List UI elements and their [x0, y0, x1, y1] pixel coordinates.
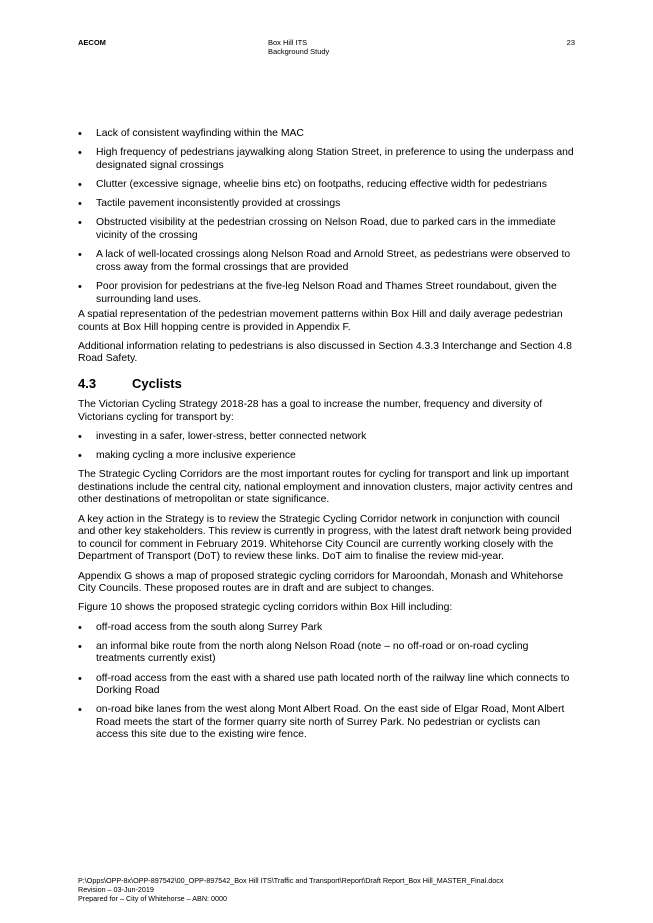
paragraph-appendix-g: Appendix G shows a map of proposed strategic cycling corridors for Maroondah, Monash and Whitehorse City Councils. These proposed routes are in draft and are subject to changes.	[78, 570, 564, 595]
footer-revision: Revision – 03-Jun-2019	[78, 884, 154, 894]
header-project-subtitle: Background Study	[268, 47, 330, 56]
section-number: 4.3	[78, 376, 97, 392]
paragraph-key-action: A key action in the Strategy is to review the Strategic Cycling Corridor network in conjunction with council and other key stakeholders. This review is currently in progress, with the latest draft network being provided to council for comment in February 2019. Whitehorse City Council are currently working closely with the Department of Transport (DoT) to review these links. DoT aim to finalise the review mid-year.	[78, 513, 572, 563]
header-company: AECOM	[78, 38, 106, 47]
footer	[78, 877, 503, 903]
paragraph-corridors: The Strategic Cycling Corridors are the most important routes for cycling for transport and link up important destinations include the central city, national employment and innovation clusters, major activity centres and other destinations of metropolitan or state significance.	[78, 469, 573, 506]
list-item: • off-road access from the east with a shared use path located north of the railway line which connects to Dorking Road	[78, 673, 575, 698]
list-item: • Lack of consistent wayfinding within the MAC	[78, 128, 575, 141]
footer-prepared-for: Prepared for – City of Whitehorse – ABN: 0000	[78, 893, 228, 903]
list-item: • an informal bike route from the north along Nelson Road (note – no off-road or on-road cycling treatments currently exist)	[78, 641, 575, 666]
list-item: • making cycling a more inclusive experience	[78, 450, 575, 463]
strategy-list	[78, 431, 575, 463]
list-item: • investing in a safer, lower-stress, better connected network	[78, 431, 575, 444]
list-item: • on-road bike lanes from the west along Mont Albert Road. On the east side of Elgar Road, Mont Albert Road meets the start of the former quarry site north of Surrey Park. No pedestrian or cyclists can access this site due to the existing wire fence.	[78, 704, 575, 742]
paragraph-figure-10: Figure 10 shows the proposed strategic cycling corridors within Box Hill including:	[78, 602, 453, 614]
page-number: 23	[566, 38, 575, 47]
list-item: • Tactile pavement inconsistently provided at crossings	[78, 198, 575, 211]
box-hill-corridors-list	[78, 622, 575, 743]
paragraph-spatial: A spatial representation of the pedestrian movement patterns within Box Hill and daily average pedestrian counts at Box Hill hopping centre is provided in Appendix F.	[78, 309, 563, 333]
section-title: Cyclists	[132, 376, 182, 392]
list-item: • off-road access from the south along Surrey Park	[78, 622, 575, 635]
list-item: • Clutter (excessive signage, wheelie bins etc) on footpaths, reducing effective width for pedestrians	[78, 179, 575, 192]
paragraph-strategy: The Victorian Cycling Strategy 2018-28 has a goal to increase the number, frequency and diversity of Victorians cycling for transport by:	[78, 399, 543, 423]
header-project	[268, 38, 329, 56]
paragraph-additional: Additional information relating to pedestrians is also discussed in Section 4.3.3 Interchange and Section 4.8 Road Safety.	[78, 340, 572, 365]
footer-file-path: P:\Opps\OPP-8x\OPP-897542\00_OPP-897542_Box Hill ITS\Traffic and Transport\Report\Draft Report_Box Hill_MASTER_Final.docx	[78, 876, 504, 885]
list-item: • Obstructed visibility at the pedestrian crossing on Nelson Road, due to parked cars in the immediate vicinity of the crossing	[78, 217, 575, 242]
pedestrian-issues-list	[78, 128, 575, 306]
section-heading	[78, 376, 575, 391]
list-item: • High frequency of pedestrians jaywalking along Station Street, in preference to using the underpass and designated signal crossings	[78, 147, 575, 172]
list-item: • Poor provision for pedestrians at the five-leg Nelson Road and Thames Street roundabout, given the surrounding land uses.	[78, 281, 575, 306]
header-project-title: Box Hill ITS	[268, 38, 308, 47]
page-body	[78, 128, 575, 749]
list-item: • A lack of well-located crossings along Nelson Road and Arnold Street, as pedestrians were observed to cross away from the formal crossings that are provided	[78, 249, 575, 274]
